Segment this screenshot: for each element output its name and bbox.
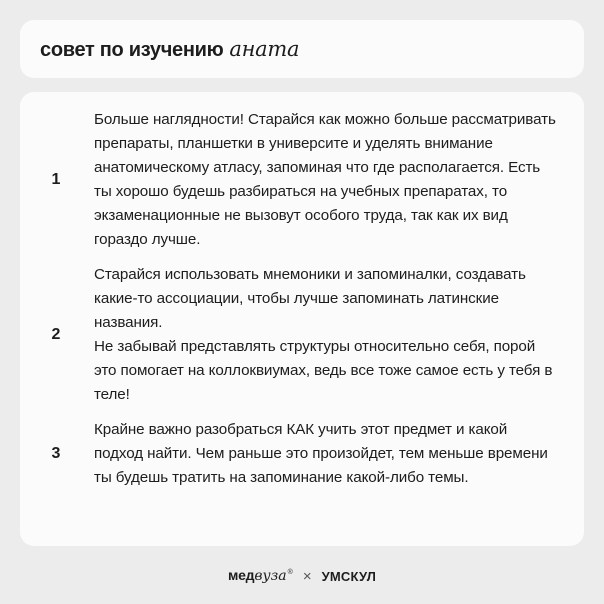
tip-paragraph: Крайне важно разобраться КАК учить этот предмет и какой подход найти. Чем раньше это произойдет, тем меньше времени ты будешь тратить на запоминание какой-либо темы.	[94, 421, 548, 486]
page-title	[40, 37, 299, 62]
registered-mark: ®	[287, 568, 293, 576]
brand-vuza: вуза	[254, 568, 287, 584]
tip-text	[94, 263, 560, 407]
tip-number: 1	[51, 171, 61, 188]
tip-text	[94, 108, 560, 252]
footer-brands	[0, 563, 604, 589]
tip-item-1	[40, 108, 560, 252]
tip-text	[94, 418, 560, 490]
tips-card	[20, 92, 584, 546]
collab-separator: ×	[302, 567, 312, 585]
tip-item-2	[40, 263, 560, 407]
title-main: совет по изучению	[40, 38, 224, 61]
tip-paragraph: Больше наглядности! Старайся как можно больше рассматривать препараты, планшетки в университе и уделять внимание анатомическому атласу, запоминая что где располагается. Есть ты хорошо будешь разбираться на учебных препаратах, то экзаменационные не вызовут особого труда, так как их вид гораздо лучше.	[94, 111, 556, 248]
brand-med: мед	[227, 567, 255, 583]
title-accent: аната	[229, 36, 300, 61]
tip-number: 3	[51, 445, 61, 462]
medvuza-logo	[228, 567, 293, 585]
title-card	[20, 20, 584, 78]
tip-item-3	[40, 418, 560, 490]
tip-paragraph: Старайся использовать мнемоники и запоминалки, создавать какие-то ассоциации, чтобы лучше запоминать латинские названия.	[94, 266, 526, 331]
tip-number: 2	[51, 326, 61, 343]
umskul-logo: УМСКУЛ	[321, 568, 377, 584]
tip-paragraph: Не забывай представлять структуры относительно себя, порой это помогает на коллоквиумах, ведь все тоже самое есть у тебя в теле!	[94, 338, 553, 403]
